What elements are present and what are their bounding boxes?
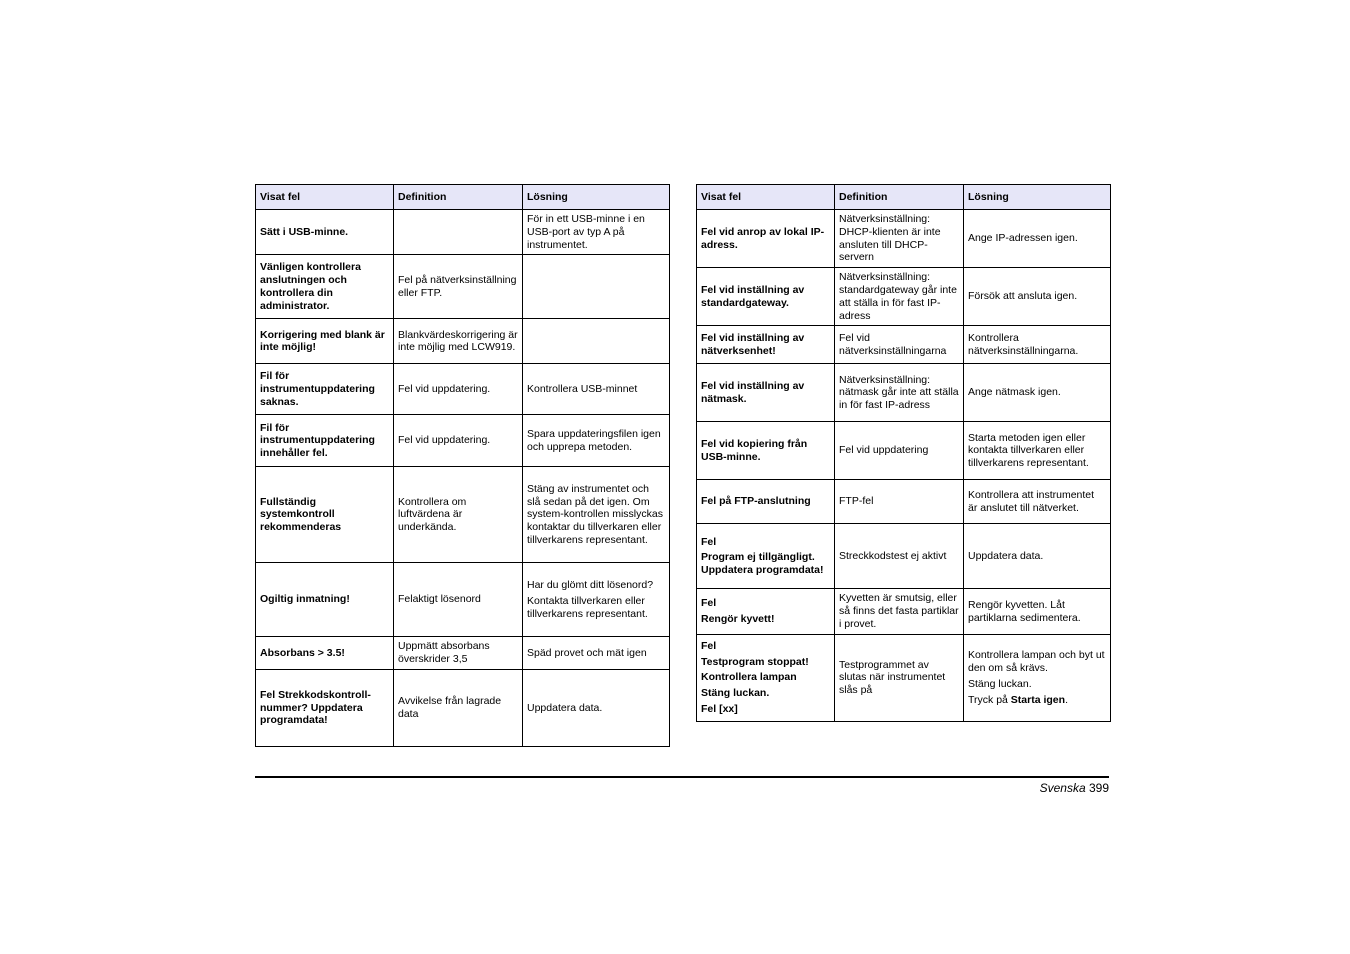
cell-visat-fel	[697, 634, 835, 721]
table-row	[256, 210, 670, 255]
table-row	[697, 422, 1111, 480]
cell-definition	[394, 563, 523, 637]
cell-losning	[523, 210, 670, 255]
cell-losning	[523, 319, 670, 364]
cell-paragraph: Streckkodstest ej aktivt	[839, 549, 947, 562]
cell-paragraph: Fel	[701, 639, 717, 652]
cell-losning	[964, 210, 1111, 268]
error-table-right	[696, 184, 1111, 722]
table-row	[256, 563, 670, 637]
cell-losning	[523, 415, 670, 467]
cell-paragraph: Stäng luckan.	[701, 687, 770, 700]
cell-visat-fel	[256, 364, 394, 415]
cell-paragraph: Fel vid kopiering från USB-minne.	[701, 438, 808, 463]
cell-paragraph: Kontrollera lampan och byt ut den om så krävs.	[968, 649, 1105, 674]
table-row	[697, 589, 1111, 634]
cell-paragraph: Fel vid inställning av standardgateway.	[701, 283, 805, 309]
cell-losning	[523, 364, 670, 415]
cell-paragraph: Felaktigt lösenord	[398, 593, 481, 606]
cell-definition	[835, 480, 964, 524]
cell-paragraph: Fel vid inställning av nätverksenhet!	[701, 332, 805, 357]
cell-visat-fel	[697, 364, 835, 422]
table-row	[697, 364, 1111, 422]
cell-paragraph: Fil för instrumentuppdatering saknas.	[260, 370, 375, 408]
cell-paragraph: Fel vid anrop av lokal IP-adress.	[701, 225, 825, 251]
cell-losning	[523, 637, 670, 670]
cell-visat-fel	[256, 563, 394, 637]
cell-definition	[394, 210, 523, 255]
cell-paragraph: Ogiltig inmatning!	[260, 593, 350, 606]
cell-paragraph: Uppdatera data.	[527, 701, 603, 714]
cell-paragraph: Nätverksinställning: standardgateway går inte att ställa in för fast IP-adress	[839, 271, 957, 322]
footer-rule	[255, 776, 1109, 778]
cell-visat-fel	[697, 210, 835, 268]
cell-paragraph: Nätverksinställning: DHCP-klienten är inte ansluten till DHCP-servern	[839, 213, 941, 264]
table-row	[697, 326, 1111, 364]
header-visat-fel: Visat fel	[697, 185, 835, 210]
cell-visat-fel	[256, 669, 394, 746]
page-footer	[1040, 781, 1109, 795]
table-body	[256, 210, 670, 747]
cell-paragraph: Starta metoden igen eller kontakta tillverkaren eller tillverkarens representant.	[968, 431, 1089, 470]
cell-paragraph: Fel Strekkodskontroll-nummer? Uppdatera programdata!	[260, 688, 371, 727]
cell-paragraph: Kontrollera om luftvärdena är underkända.	[398, 495, 467, 534]
cell-paragraph: Kontrollera att instrumentet är anslutet till nätverket.	[968, 489, 1095, 514]
table-row	[256, 415, 670, 467]
cell-paragraph: FTP-fel	[839, 495, 874, 508]
cell-definition	[835, 524, 964, 589]
cell-paragraph: Ange nätmask igen.	[968, 386, 1061, 399]
cell-paragraph: Blankvärdeskorrigering är inte möjlig med LCW919.	[398, 328, 518, 354]
cell-definition	[835, 268, 964, 326]
cell-visat-fel	[697, 524, 835, 589]
cell-visat-fel	[256, 467, 394, 563]
cell-paragraph: För in ett USB-minne i en USB-port av typ A på instrumentet.	[527, 213, 645, 251]
cell-visat-fel	[697, 589, 835, 634]
cell-definition	[835, 589, 964, 634]
table-row	[697, 210, 1111, 268]
cell-losning	[964, 524, 1111, 589]
cell-paragraph: Spara uppdateringsfilen igen och upprepa metoden.	[527, 428, 661, 453]
cell-paragraph: Kontakta tillverkaren eller tillverkarens representant.	[527, 594, 648, 620]
cell-paragraph: Försök att ansluta igen.	[968, 290, 1078, 303]
cell-paragraph: Tryck på Starta igen.	[968, 693, 1068, 706]
cell-paragraph: Kontrollera lampan	[701, 671, 797, 684]
cell-paragraph: Fel vid uppdatering.	[398, 434, 491, 447]
table-header-row	[256, 185, 670, 210]
cell-paragraph: Fel på nätverksinställning eller FTP.	[398, 274, 517, 299]
cell-losning	[964, 634, 1111, 721]
cell-paragraph: Fel	[701, 597, 717, 610]
cell-losning	[523, 563, 670, 637]
cell-definition	[835, 422, 964, 480]
cell-paragraph: Kontrollera nätverksinställningarna.	[968, 332, 1079, 357]
cell-visat-fel	[697, 326, 835, 364]
page-number: 399	[1088, 781, 1109, 795]
cell-paragraph: Späd provet och mät igen	[527, 646, 647, 659]
cell-paragraph: Program ej tillgängligt. Uppdatera programdata!	[701, 551, 824, 577]
cell-definition	[394, 364, 523, 415]
cell-paragraph: Kyvetten är smutsig, eller så finns det fasta partiklar i provet.	[839, 592, 959, 630]
cell-paragraph: Fel vid nätverksinställningarna	[839, 332, 947, 357]
cell-visat-fel	[697, 268, 835, 326]
table-row	[697, 524, 1111, 589]
cell-losning	[523, 255, 670, 319]
header-losning: Lösning	[964, 185, 1111, 210]
cell-visat-fel	[256, 415, 394, 467]
cell-losning	[523, 669, 670, 746]
cell-paragraph: Testprogram stoppat!	[701, 655, 809, 668]
cell-paragraph: Fel vid uppdatering.	[398, 382, 491, 395]
cell-paragraph: Korrigering med blank är inte möjlig!	[260, 328, 385, 354]
cell-paragraph: Fel vid uppdatering	[839, 444, 929, 457]
cell-definition	[394, 637, 523, 670]
cell-visat-fel	[256, 210, 394, 255]
cell-definition	[394, 255, 523, 319]
cell-definition	[835, 634, 964, 721]
table-body	[697, 210, 1111, 722]
cell-paragraph: Ange IP-adressen igen.	[968, 232, 1078, 245]
cell-paragraph: Uppdatera data.	[968, 549, 1044, 562]
table-row	[697, 634, 1111, 721]
cell-definition	[835, 210, 964, 268]
cell-paragraph: Rengör kyvett!	[701, 613, 775, 626]
header-definition: Definition	[835, 185, 964, 210]
table-row	[256, 467, 670, 563]
cell-visat-fel	[256, 255, 394, 319]
cell-paragraph: Fel vid inställning av nätmask.	[701, 380, 805, 405]
cell-definition	[394, 467, 523, 563]
cell-losning	[964, 589, 1111, 634]
cell-losning	[964, 422, 1111, 480]
cell-paragraph: Fullständig systemkontroll rekommenderas	[260, 495, 342, 534]
cell-paragraph: Stäng av instrumentet och slå sedan på det igen. Om system-kontrollen misslyckas kontaktar du tillverkaren eller tillverkarens representant.	[527, 482, 663, 547]
cell-paragraph: Fel [xx]	[701, 702, 738, 715]
cell-paragraph: Fil för instrumentuppdatering innehåller fel.	[260, 421, 375, 460]
cell-paragraph: Sätt i USB-minne.	[260, 225, 349, 238]
cell-visat-fel	[256, 319, 394, 364]
table-row	[256, 637, 670, 670]
cell-visat-fel	[697, 422, 835, 480]
cell-losning	[964, 326, 1111, 364]
cell-losning	[523, 467, 670, 563]
header-definition: Definition	[394, 185, 523, 210]
cell-definition	[394, 319, 523, 364]
cell-paragraph: Kontrollera USB-minnet	[527, 382, 638, 395]
cell-paragraph: Stäng luckan.	[968, 677, 1032, 690]
cell-visat-fel	[256, 637, 394, 670]
header-losning: Lösning	[523, 185, 670, 210]
cell-paragraph: Nätverksinställning: nätmask går inte att ställa in för fast IP-adress	[839, 373, 959, 412]
cell-paragraph: Fel	[701, 535, 717, 548]
cell-definition	[835, 364, 964, 422]
cell-visat-fel	[697, 480, 835, 524]
cell-paragraph: Avvikelse från lagrade data	[398, 695, 502, 720]
cell-losning	[964, 364, 1111, 422]
cell-definition	[394, 669, 523, 746]
table-row	[697, 268, 1111, 326]
table-row	[256, 669, 670, 746]
table-row	[256, 364, 670, 415]
cell-paragraph: Testprogrammet av slutas när instrumentet slås på	[839, 658, 946, 697]
table-row	[256, 319, 670, 364]
cell-paragraph: Har du glömt ditt lösenord?	[527, 579, 654, 592]
cell-paragraph: Vänligen kontrollera anslutningen och kontrollera din administrator.	[260, 261, 361, 312]
cell-paragraph: Absorbans > 3.5!	[260, 646, 345, 659]
error-table-left	[255, 184, 670, 747]
cell-definition	[394, 415, 523, 467]
cell-definition	[835, 326, 964, 364]
cell-paragraph: Rengör kyvetten. Låt partiklarna sedimentera.	[968, 598, 1081, 624]
header-visat-fel: Visat fel	[256, 185, 394, 210]
cell-paragraph: Fel på FTP-anslutning	[701, 495, 811, 508]
cell-losning	[964, 480, 1111, 524]
footer-language: Svenska	[1039, 781, 1086, 795]
table-row	[697, 480, 1111, 524]
cell-paragraph: Uppmätt absorbans överskrider 3,5	[398, 640, 490, 666]
table-row	[256, 255, 670, 319]
cell-losning	[964, 268, 1111, 326]
table-header-row	[697, 185, 1111, 210]
